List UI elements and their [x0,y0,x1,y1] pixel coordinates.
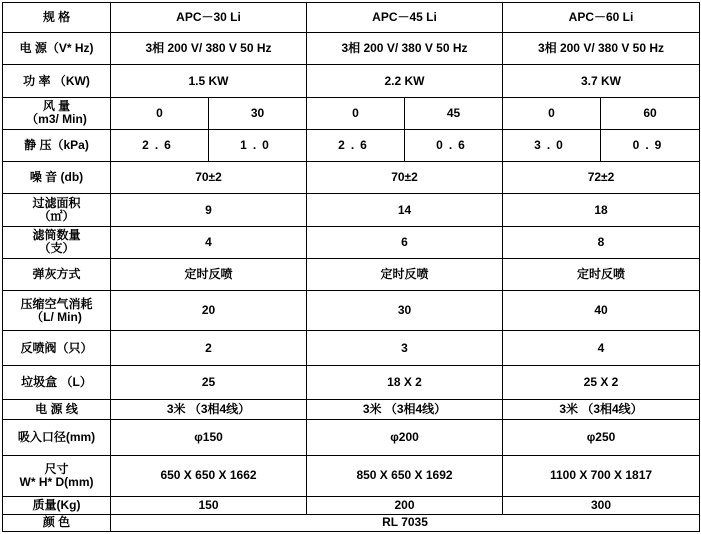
filter-count-label-line1: 滤筒数量 [32,228,81,243]
filter-area-label-line2: （㎡） [38,209,75,223]
filter-area-value-3: 18 [503,194,700,226]
power-supply-value-3: 3相 200 V/ 380 V 50 Hz [503,33,700,65]
weight-row [3,496,700,514]
filter-count-label-line2: （支） [38,241,75,256]
dust-removal-value-1: 定时反喷 [111,258,307,290]
dimensions-label-line1: 尺寸 [44,461,69,476]
static-pressure-row [3,129,700,161]
power-supply-row [3,33,700,65]
air-consumption-value-2: 30 [307,291,503,331]
airflow-value-2: 30 [209,97,307,129]
noise-value-2: 70±2 [307,162,503,194]
color-label: 颜 色 [3,514,111,531]
power-label: 功 率 （KW) [3,65,111,97]
blowback-valves-value-1: 2 [111,331,307,365]
model-1-header: APC－30 Li [111,3,307,33]
inlet-diameter-value-2: φ200 [307,420,503,456]
air-consumption-row [3,291,700,331]
power-supply-label: 电 源（V* Hz) [3,33,111,65]
dust-box-row [3,365,700,399]
weight-value-2: 200 [307,496,503,514]
power-supply-value-1: 3相 200 V/ 380 V 50 Hz [111,33,307,65]
blowback-valves-value-2: 3 [307,331,503,365]
noise-value-3: 72±2 [503,162,700,194]
power-cable-row [3,399,700,419]
air-consumption-label-line1: 压缩空气消耗 [20,296,93,311]
power-row [3,65,700,97]
airflow-value-6: 60 [601,97,700,129]
inlet-diameter-label: 吸入口径(mm) [3,420,111,456]
dimensions-label [3,456,111,496]
header-label: 规 格 [3,3,111,33]
power-supply-value-2: 3相 200 V/ 380 V 50 Hz [307,33,503,65]
dust-box-value-3: 25 X 2 [503,365,700,399]
airflow-value-1: 0 [111,97,209,129]
noise-value-1: 70±2 [111,162,307,194]
filter-area-label-line1: 过滤面积 [32,196,81,210]
static-pressure-value-1: 2.6 [111,129,209,161]
airflow-value-4: 45 [405,97,503,129]
filter-area-row [3,194,700,226]
spec-table [2,2,700,532]
filter-count-label [3,226,111,258]
inlet-diameter-value-1: φ150 [111,420,307,456]
filter-count-row [3,226,700,258]
power-value-3: 3.7 KW [503,65,700,97]
dimensions-value-1: 650 X 650 X 1662 [111,456,307,496]
weight-label: 质量(Kg) [3,496,111,514]
power-value-1: 1.5 KW [111,65,307,97]
airflow-value-3: 0 [307,97,405,129]
header-row [3,3,700,33]
airflow-label-line1: 风 量 [42,99,71,114]
model-3-header: APC－60 Li [503,3,700,33]
noise-label: 噪 音 (db) [3,162,111,194]
color-value: RL 7035 [111,514,700,531]
static-pressure-value-6: 0.9 [601,129,700,161]
dimensions-value-2: 850 X 650 X 1692 [307,456,503,496]
filter-area-label [3,194,111,226]
static-pressure-value-5: 3.0 [503,129,601,161]
air-consumption-value-1: 20 [111,291,307,331]
weight-value-3: 300 [503,496,700,514]
dimensions-label-line2: W* H* D(mm) [19,474,94,489]
air-consumption-label [3,291,111,331]
color-row [3,514,700,531]
filter-area-value-1: 9 [111,194,307,226]
power-value-2: 2.2 KW [307,65,503,97]
filter-count-value-2: 6 [307,226,503,258]
airflow-row [3,97,700,129]
airflow-label-line2: （m3/ Min) [26,112,87,127]
noise-row [3,162,700,194]
dust-removal-label: 弹灰方式 [3,258,111,290]
filter-count-value-3: 8 [503,226,700,258]
dust-removal-value-2: 定时反喷 [307,258,503,290]
weight-value-1: 150 [111,496,307,514]
dust-box-value-1: 25 [111,365,307,399]
filter-count-value-1: 4 [111,226,307,258]
power-cable-value-1: 3米 （3相4线） [111,399,307,419]
static-pressure-label: 静 压（kPa) [3,129,111,161]
blowback-valves-row [3,331,700,365]
model-2-header: APC－45 Li [307,3,503,33]
air-consumption-value-3: 40 [503,291,700,331]
blowback-valves-value-3: 4 [503,331,700,365]
air-consumption-label-line2: （L/ Min) [31,309,82,324]
inlet-diameter-value-3: φ250 [503,420,700,456]
blowback-valves-label: 反喷阀（只） [3,331,111,365]
dimensions-value-3: 1100 X 700 X 1817 [503,456,700,496]
static-pressure-value-4: 0.6 [405,129,503,161]
power-cable-value-2: 3米 （3相4线） [307,399,503,419]
dust-removal-value-3: 定时反喷 [503,258,700,290]
inlet-diameter-row [3,420,700,456]
dust-box-label: 垃圾盒 （L） [3,365,111,399]
airflow-value-5: 0 [503,97,601,129]
static-pressure-value-2: 1.0 [209,129,307,161]
dust-removal-row [3,258,700,290]
static-pressure-value-3: 2.6 [307,129,405,161]
filter-area-value-2: 14 [307,194,503,226]
dust-box-value-2: 18 X 2 [307,365,503,399]
power-cable-value-3: 3米 （3相4线） [503,399,700,419]
dimensions-row [3,456,700,496]
power-cable-label: 电 源 线 [3,399,111,419]
airflow-label [3,97,111,129]
